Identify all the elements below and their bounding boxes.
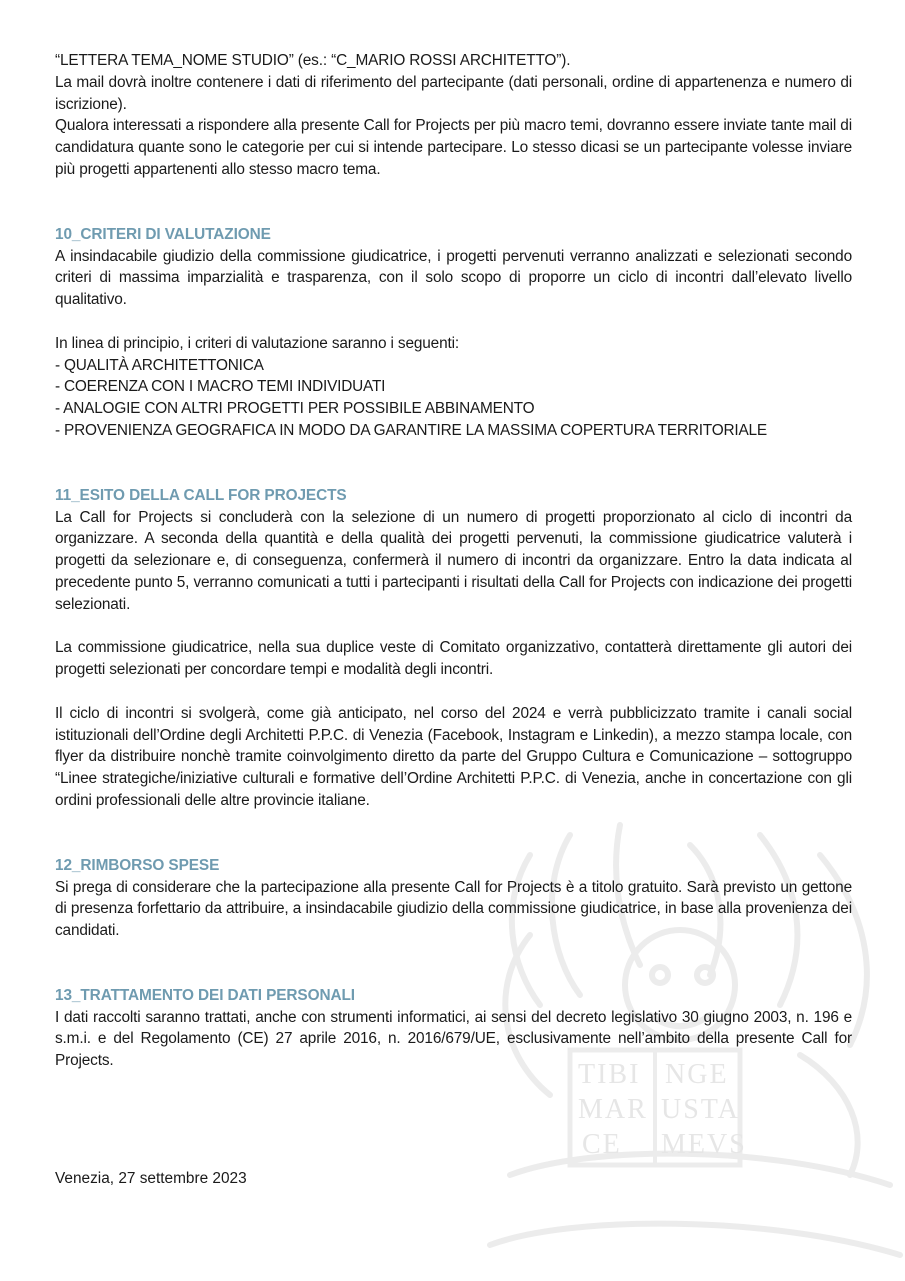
- section-heading: 11_ESITO DELLA CALL FOR PROJECTS: [55, 486, 347, 504]
- section-heading: 10_CRITERI DI VALUTAZIONE: [55, 225, 271, 243]
- book-word: USTA: [661, 1094, 740, 1125]
- intro-line: “LETTERA TEMA_NOME STUDIO” (es.: “C_MARIO ROSSI ARCHITETTO”).: [55, 52, 571, 69]
- book-word: NGE: [665, 1059, 729, 1090]
- intro-paragraph: La mail dovrà inoltre contenere i dati di riferimento del partecipante (dati personali, ordine di appartenenza e numero di iscrizione).: [55, 73, 852, 113]
- section-paragraph: La Call for Projects si concluderà con la selezione di un numero di progetti proporzionato al ciclo di incontri da organizzare. A seconda della quantità e della qualità dei progetti pervenuti, la commissione giudicatrice valuterà i progetti da selezionare e, di conseguenza, confermerà il numero di incontri da organizzare. Entro la data indicata al precedente punto 5, verranno comunicati a tutti i partecipanti i risultati della Call for Projects con indicazione dei progetti selezionati.: [55, 508, 852, 613]
- criteria-item: - COERENZA CON I MACRO TEMI INDIVIDUATI: [55, 378, 386, 396]
- criteria-item: - ANALOGIE CON ALTRI PROGETTI PER POSSIBILE ABBINAMENTO: [55, 400, 535, 418]
- criteria-item: - PROVENIENZA GEOGRAFICA IN MODO DA GARANTIRE LA MASSIMA COPERTURA TERRITORIALE: [55, 421, 767, 439]
- book-word: TIBI: [578, 1059, 641, 1090]
- document-body: [55, 50, 852, 1072]
- section-paragraph: La commissione giudicatrice, nella sua duplice veste di Comitato organizzativo, contatterà direttamente gli autori dei progetti selezionati per concordare tempi e modalità degli incontri.: [55, 639, 852, 679]
- place-and-date: Venezia, 27 settembre 2023: [55, 1170, 247, 1187]
- criteria-list: [55, 355, 852, 442]
- section-heading: 13_TRATTAMENTO DEI DATI PERSONALI: [55, 986, 355, 1004]
- book-word: MAR: [578, 1094, 648, 1125]
- book-word: MEVS: [661, 1129, 747, 1160]
- section-paragraph: Il ciclo di incontri si svolgerà, come già anticipato, nel corso del 2024 e verrà pubblicizzato tramite i canali social istituzionali dell’Ordine degli Architetti P.P.C. di Venezia (Facebook, Instagram e Linkedin), a mezzo stampa locale, con flyer da distribuire nonchè tramite coinvolgimento diretto da parte del Gruppo Cultura e Comunicazione – sottogruppo “Linee strategiche/iniziative culturali e formative dell’Ordine Architetti P.P.C. di Venezia, anche in concertazione con gli ordini professionali delle altre provincie italiane.: [55, 704, 852, 809]
- section-paragraph: Si prega di considerare che la partecipazione alla presente Call for Projects è a titolo gratuito. Sarà previsto un gettone di presenza forfettario da attribuire, a insindacabile giudizio della commissione giudicatrice, in base alla provenienza dei candidati.: [55, 878, 852, 940]
- section-paragraph: I dati raccolti saranno trattati, anche con strumenti informatici, ai sensi del decreto legislativo 30 giugno 2003, n. 196 e s.m.i. e del Regolamento (CE) 27 aprile 2016, n. 2016/679/UE, esclusivamente nell’ambito della presente Call for Projects.: [55, 1008, 852, 1070]
- section-heading: 12_RIMBORSO SPESE: [55, 856, 220, 874]
- criteria-intro: In linea di principio, i criteri di valutazione saranno i seguenti:: [55, 334, 460, 352]
- intro-paragraph: Qualora interessati a rispondere alla presente Call for Projects per più macro temi, dovranno essere inviate tante mail di candidatura quante sono le categorie per cui si intende partecipare. Lo stesso dicasi se un partecipante volesse inviare più progetti appartenenti allo stesso macro tema.: [55, 117, 852, 178]
- criteria-item: - QUALITÀ ARCHITETTONICA: [55, 356, 264, 374]
- book-word: CE: [582, 1129, 622, 1160]
- section-paragraph: A insindacabile giudizio della commissione giudicatrice, i progetti pervenuti verranno analizzati e selezionati secondo criteri di massima imparzialità e trasparenza, con il solo scopo di proporre un ciclo di incontri dall’elevato livello qualitativo.: [55, 247, 852, 309]
